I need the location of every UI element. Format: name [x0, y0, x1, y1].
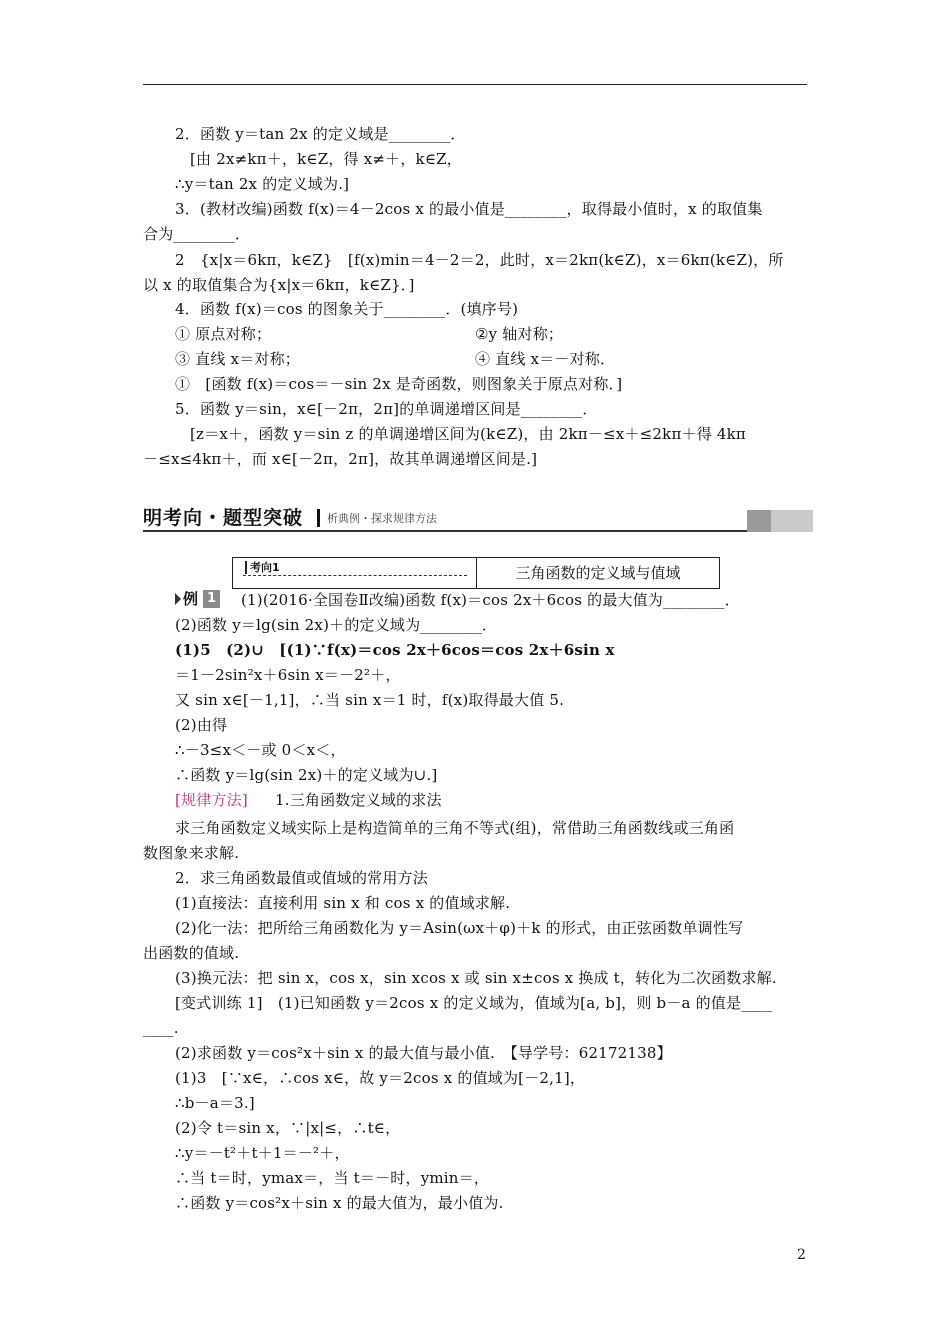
topic-tag-cell [233, 558, 477, 588]
exercise-1-answer-1: (1)3 [∵x∈，∴cos x∈，故 y＝2cos x 的值域为[－2,1]， [175, 1069, 586, 1087]
rule-1-text-line1: 求三角函数定义域实际上是构造简单的三角不等式(组)，常借助三角函数线或三角函 [175, 819, 735, 837]
rule-tag: [规律方法] [175, 791, 248, 809]
option-2: ②y 轴对称； [475, 325, 564, 343]
answer-5-line1: [z＝x＋，函数 y＝sin z 的单调递增区间为(k∈Z)，由 2kπ－≤x＋≤2kπ＋得 4kπ [190, 425, 746, 443]
rule-2-item-1: (1)直接法：直接利用 sin x 和 cos x 的值域求解. [175, 894, 511, 912]
example-label: 例 [183, 590, 199, 608]
rule-2-item-3: (3)换元法：把 sin x，cos x，sin xcos x 或 sin x±cos x 换成 t，转化为二次函数求解. [175, 969, 777, 987]
section-rule [143, 530, 747, 532]
option-1: ① 原点对称； [175, 325, 272, 343]
topic-table [232, 557, 720, 589]
question-2: 2．函数 y＝tan 2x 的定义域是________． [175, 125, 466, 143]
example-1-answer-5: ∴－3≤x＜－或 0＜x＜， [175, 741, 346, 759]
rule-1-title: 1.三角函数定义域的求法 [275, 791, 442, 809]
topic-title: 三角函数的定义域与值域 [515, 564, 681, 582]
example-1-answer-3: 又 sin x∈[－1,1]，∴当 sin x＝1 时，f(x)取得最大值 5. [175, 691, 565, 709]
page-number: 2 [797, 1247, 806, 1263]
example-1-question-2: (2)函数 y＝lg(sin 2x)＋的定义域为________． [175, 616, 498, 634]
exercise-1-question-1: [变式训练 1] (1)已知函数 y＝2cos x 的定义域为，值域为[a, b]，则 b－a 的值是____ [175, 994, 773, 1012]
example-number: 1 [203, 590, 220, 608]
answer-2-line1: [由 2x≠kπ＋，k∈Z，得 x≠＋，k∈Z， [190, 150, 462, 168]
question-5: 5．函数 y＝sin，x∈[－2π，2π]的单调递增区间是________． [175, 400, 598, 418]
rule-1-text-line2: 数图象来求解. [143, 844, 240, 862]
section-title: 明考向・题型突破 [143, 507, 304, 529]
exercise-1-answer-4: ∴y＝－t²＋t＋1＝－²＋， [175, 1144, 350, 1162]
answer-3-line2: 以 x 的取值集合为{x|x＝6kπ，k∈Z}．] [143, 276, 415, 294]
question-3-line2: 合为________． [143, 225, 251, 243]
example-1-question-1: (1)(2016·全国卷Ⅱ改编)函数 f(x)＝cos 2x＋6cos 的最大值为________． [241, 591, 740, 609]
section-header [143, 506, 813, 530]
rule-2-item-2-line2: 出函数的值域. [143, 944, 240, 962]
answer-4: ① [函数 f(x)＝cos＝－sin 2x 是奇函数，则图象关于原点对称．] [175, 375, 623, 393]
answer-2-line2: ∴y＝tan 2x 的定义域为.] [175, 175, 350, 193]
rule-2-title: 2．求三角函数最值或值域的常用方法 [175, 869, 428, 887]
header-rule [143, 84, 807, 85]
option-3: ③ 直线 x＝对称； [175, 350, 300, 368]
topic-dash-line [243, 575, 467, 576]
exercise-1-answer-5: ∴当 t＝时，ymax＝，当 t＝－时，ymin＝， [175, 1169, 490, 1187]
option-4: ④ 直线 x＝－对称． [475, 350, 616, 368]
section-decor-dark [747, 510, 771, 532]
topic-tag: 考向1 [245, 561, 280, 574]
section-subtitle: 析典例・探求规律方法 [327, 512, 437, 525]
exercise-1-question-1-cont: ____. [143, 1019, 179, 1037]
section-divider [317, 509, 320, 527]
example-1-answer-4: (2)由得 [175, 716, 228, 734]
example-1-answer-1: (1)5 (2)∪ [(1)∵f(x)＝cos 2x＋6cos＝cos 2x＋6sin x [175, 641, 615, 659]
section-decor-light [771, 510, 813, 532]
example-1-answer-6: ∴函数 y＝lg(sin 2x)＋的定义域为∪.] [175, 766, 438, 784]
rule-2-item-2-line1: (2)化一法：把所给三角函数化为 y＝Asin(ωx＋φ)＋k 的形式，由正弦函数单调性写 [175, 919, 744, 937]
exercise-1-answer-2: ∴b－a＝3.] [175, 1094, 255, 1112]
question-3-line1: 3．(教材改编)函数 f(x)＝4－2cos x 的最小值是________，取得最小值时，x 的取值集 [175, 200, 763, 218]
example-1-answer-2: ＝1－2sin²x＋6sin x＝－2²＋， [175, 666, 401, 684]
exercise-1-answer-6: ∴函数 y＝cos²x＋sin x 的最大值为，最小值为. [175, 1194, 504, 1212]
exercise-1-question-2: (2)求函数 y＝cos²x＋sin x 的最大值与最小值. 【导学号：62172138】 [175, 1044, 672, 1062]
answer-3-line1: 2 {x|x＝6kπ，k∈Z} [f(x)min＝4－2＝2，此时，x＝2kπ(k∈Z)，x＝6kπ(k∈Z)，所 [175, 251, 784, 269]
question-4: 4．函数 f(x)＝cos 的图象关于________．(填序号) [175, 300, 519, 318]
exercise-1-answer-3: (2)令 t＝sin x，∵|x|≤，∴t∈， [175, 1119, 401, 1137]
triangle-icon [175, 593, 181, 605]
answer-5-line2: －≤x≤4kπ＋，而 x∈[－2π，2π]，故其单调递增区间是.] [143, 450, 538, 468]
